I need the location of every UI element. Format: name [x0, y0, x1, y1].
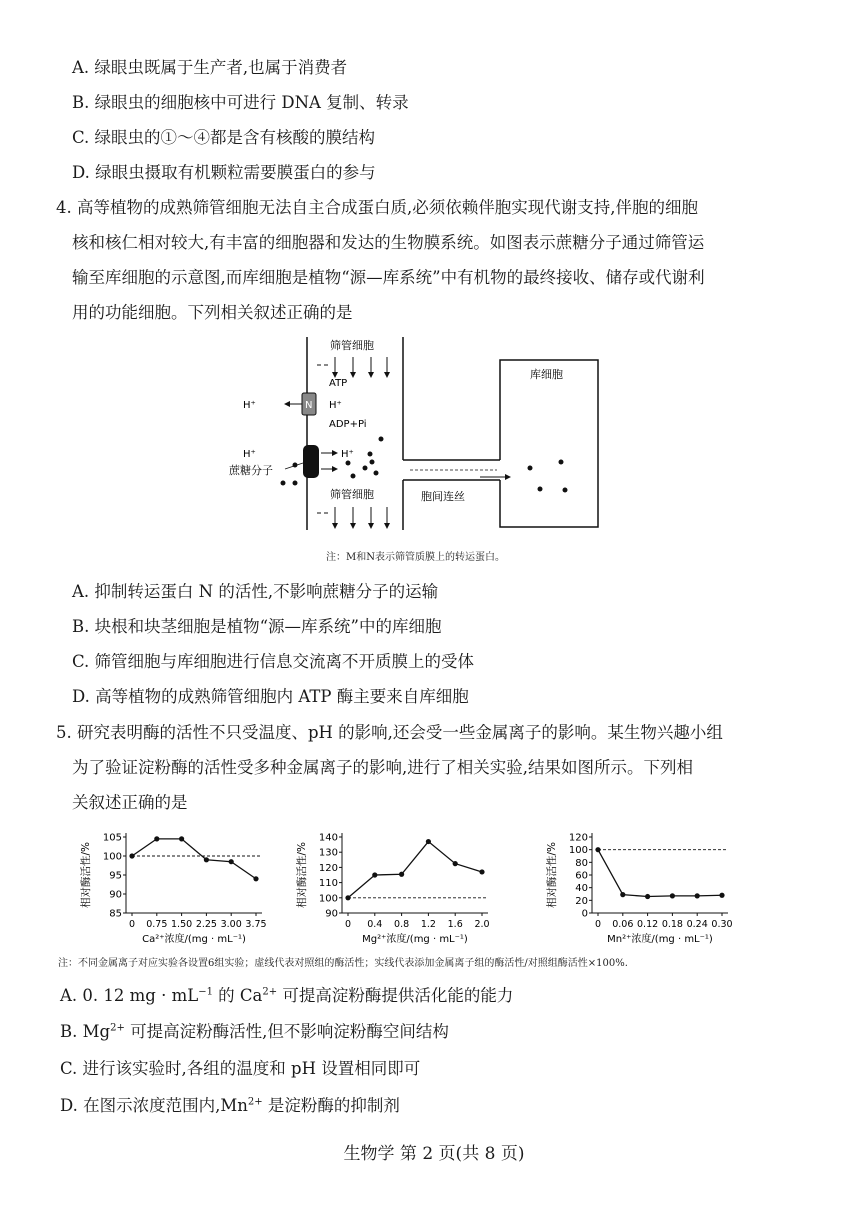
page-footer: 生物学 第 2 页(共 8 页)	[343, 1144, 525, 1164]
data-point	[179, 836, 184, 841]
plasmodesmata-label: 胞间连丝	[421, 490, 465, 503]
y-tick-label: 105	[102, 832, 122, 844]
sink-cell-box	[500, 360, 598, 527]
y-tick-label: 40	[575, 883, 588, 895]
x-tick-label: 0.8	[394, 919, 410, 930]
data-point	[645, 894, 650, 899]
q5-option-a-text: 可提高淀粉酶提供活化能的能力	[277, 986, 514, 1005]
transporter-n-label: N	[305, 400, 313, 411]
x-axis-label: Mg²⁺浓度/(mg · mL⁻¹)	[362, 934, 468, 945]
q5-option-d-text: 是淀粉酶的抑制剂	[262, 1096, 400, 1115]
data-point	[399, 872, 404, 877]
q4-stem-line: 4. 高等植物的成熟筛管细胞无法自主合成蛋白质,必须依赖伴胞实现代谢支持,伴胞的细胞	[56, 198, 698, 217]
y-tick-label: 100	[568, 845, 588, 857]
x-axis-label: Mn²⁺浓度/(mg · mL⁻¹)	[607, 934, 713, 945]
data-point	[670, 893, 675, 898]
x-tick-label: 0.24	[686, 919, 708, 930]
y-tick-label: 130	[318, 847, 338, 859]
q3-option-d: D. 绿眼虫摄取有机颗粒需要膜蛋白的参与	[72, 163, 376, 182]
x-tick-label: 1.2	[420, 919, 436, 930]
q4-option-c: C. 筛管细胞与库细胞进行信息交流离不开质膜上的受体	[72, 652, 475, 671]
y-tick-label: 120	[568, 832, 588, 844]
q4-stem-line: 用的功能细胞。下列相关叙述正确的是	[72, 303, 353, 322]
q3-option-b: B. 绿眼虫的细胞核中可进行 DNA 复制、转录	[72, 93, 409, 112]
q5-option-a-text: 的 Ca	[212, 986, 263, 1005]
series-line	[348, 842, 482, 898]
data-point	[253, 876, 258, 881]
x-axis-label: Ca²⁺浓度/(mg · mL⁻¹)	[142, 934, 246, 945]
x-tick-label: 3.00	[220, 919, 242, 930]
h-plus-inside-label: H⁺	[329, 400, 342, 411]
sucrose-transport-diagram	[225, 335, 615, 535]
q5-stem-line: 关叙述正确的是	[72, 793, 188, 812]
x-tick-label: 0.75	[146, 919, 168, 930]
data-point	[372, 872, 377, 877]
q4-stem-line: 输至库细胞的示意图,而库细胞是植物“源—库系统”中有机物的最终接收、储存或代谢利	[72, 268, 705, 287]
series-line	[598, 850, 722, 897]
x-tick-label: 0.06	[612, 919, 634, 930]
data-point	[620, 892, 625, 897]
x-tick-label: 1.50	[171, 919, 193, 930]
sieve-top-label: 筛管细胞	[330, 339, 374, 352]
q4-option-a: A. 抑制转运蛋白 N 的活性,不影响蔗糖分子的运输	[72, 582, 439, 601]
series-line	[132, 839, 256, 879]
x-tick-label: 0	[594, 919, 602, 930]
q5-option-a-text: A. 0. 12 mg · mL	[60, 986, 199, 1005]
y-tick-label: 100	[318, 893, 338, 905]
data-point	[154, 836, 159, 841]
x-tick-label: 0.12	[637, 919, 659, 930]
x-tick-label: 2.25	[195, 919, 217, 930]
mg-chart	[292, 827, 502, 952]
data-point	[595, 847, 600, 852]
q5-option-d-text: D. 在图示浓度范围内,Mn	[60, 1096, 248, 1115]
sucrose-label: 蔗糖分子	[229, 464, 273, 477]
q5-option-b-text: 可提高淀粉酶活性,但不影响淀粉酶空间结构	[124, 1022, 449, 1041]
sink-cell-label: 库细胞	[530, 368, 563, 381]
q5-option-b-text: B. Mg	[60, 1022, 111, 1041]
y-tick-label: 90	[109, 889, 122, 901]
superscript: 2+	[110, 1022, 125, 1034]
x-tick-label: 2.0	[474, 919, 490, 930]
q5-option-a	[60, 986, 513, 1006]
data-point	[345, 895, 350, 900]
data-point	[204, 857, 209, 862]
data-point	[129, 853, 134, 858]
y-tick-label: 120	[318, 862, 338, 874]
mn-chart	[542, 827, 742, 952]
y-tick-label: 85	[109, 908, 122, 920]
y-tick-label: 140	[318, 832, 338, 844]
chart-note: 注：不同金属离子对应实验各设置6组实验；虚线代表对照组的酶活性；实线代表添加金属离子组的酶活性/对照组酶活性×100%.	[58, 958, 628, 969]
ca-chart	[76, 827, 276, 952]
q5-option-b	[60, 1022, 449, 1042]
y-tick-label: 90	[325, 908, 338, 920]
y-axis-label: 相对酶活性/%	[80, 841, 92, 909]
h-plus-outside-label-2: H⁺	[243, 449, 256, 460]
atp-label: ATP	[329, 378, 348, 389]
q5-stem-line: 为了验证淀粉酶的活性受多种金属离子的影响,进行了相关实验,结果如图所示。下列相	[72, 758, 693, 777]
data-point	[229, 859, 234, 864]
data-point	[479, 869, 484, 874]
figure-note: 注：M和N表示筛管质膜上的转运蛋白。	[326, 552, 505, 563]
y-tick-label: 95	[109, 870, 122, 882]
q4-option-d: D. 高等植物的成熟筛管细胞内 ATP 酶主要来自库细胞	[72, 687, 469, 706]
x-tick-label: 0.30	[711, 919, 733, 930]
h-plus-inside-label-2: H⁺	[341, 449, 354, 460]
q5-option-c: C. 进行该实验时,各组的温度和 pH 设置相同即可	[60, 1059, 421, 1078]
data-point	[695, 893, 700, 898]
adp-label: ADP+Pi	[329, 419, 367, 430]
q4-option-b: B. 块根和块茎细胞是植物“源—库系统”中的库细胞	[72, 617, 442, 636]
superscript: −1	[198, 986, 213, 998]
y-tick-label: 100	[102, 851, 122, 863]
q4-stem-line: 核和核仁相对较大,有丰富的细胞器和发达的生物膜系统。如图表示蔗糖分子通过筛管运	[72, 233, 705, 252]
q3-option-a: A. 绿眼虫既属于生产者,也属于消费者	[72, 58, 348, 77]
data-point	[453, 861, 458, 866]
x-tick-label: 0.4	[367, 919, 383, 930]
transporter-m	[303, 445, 319, 478]
x-tick-label: 3.75	[245, 919, 267, 930]
x-tick-label: 0	[128, 919, 136, 930]
q5-option-d	[60, 1096, 400, 1116]
y-axis-label: 相对酶活性/%	[296, 841, 308, 909]
h-plus-outside-label: H⁺	[243, 400, 256, 411]
x-tick-label: 0.18	[661, 919, 683, 930]
y-tick-label: 0	[581, 908, 588, 920]
y-tick-label: 80	[575, 857, 588, 869]
superscript: 2+	[262, 986, 278, 998]
x-tick-label: 0	[344, 919, 352, 930]
data-point	[426, 839, 431, 844]
y-tick-label: 20	[575, 895, 588, 907]
data-point	[719, 893, 724, 898]
y-axis-label: 相对酶活性/%	[546, 841, 558, 909]
sieve-bottom-label: 筛管细胞	[330, 488, 374, 501]
x-tick-label: 1.6	[447, 919, 463, 930]
y-tick-label: 60	[575, 870, 588, 882]
superscript: 2+	[247, 1096, 263, 1108]
q5-stem-line: 5. 研究表明酶的活性不只受温度、pH 的影响,还会受一些金属离子的影响。某生物兴趣小组	[56, 723, 723, 742]
y-tick-label: 110	[318, 878, 338, 890]
q3-option-c: C. 绿眼虫的①～④都是含有核酸的膜结构	[72, 128, 376, 147]
